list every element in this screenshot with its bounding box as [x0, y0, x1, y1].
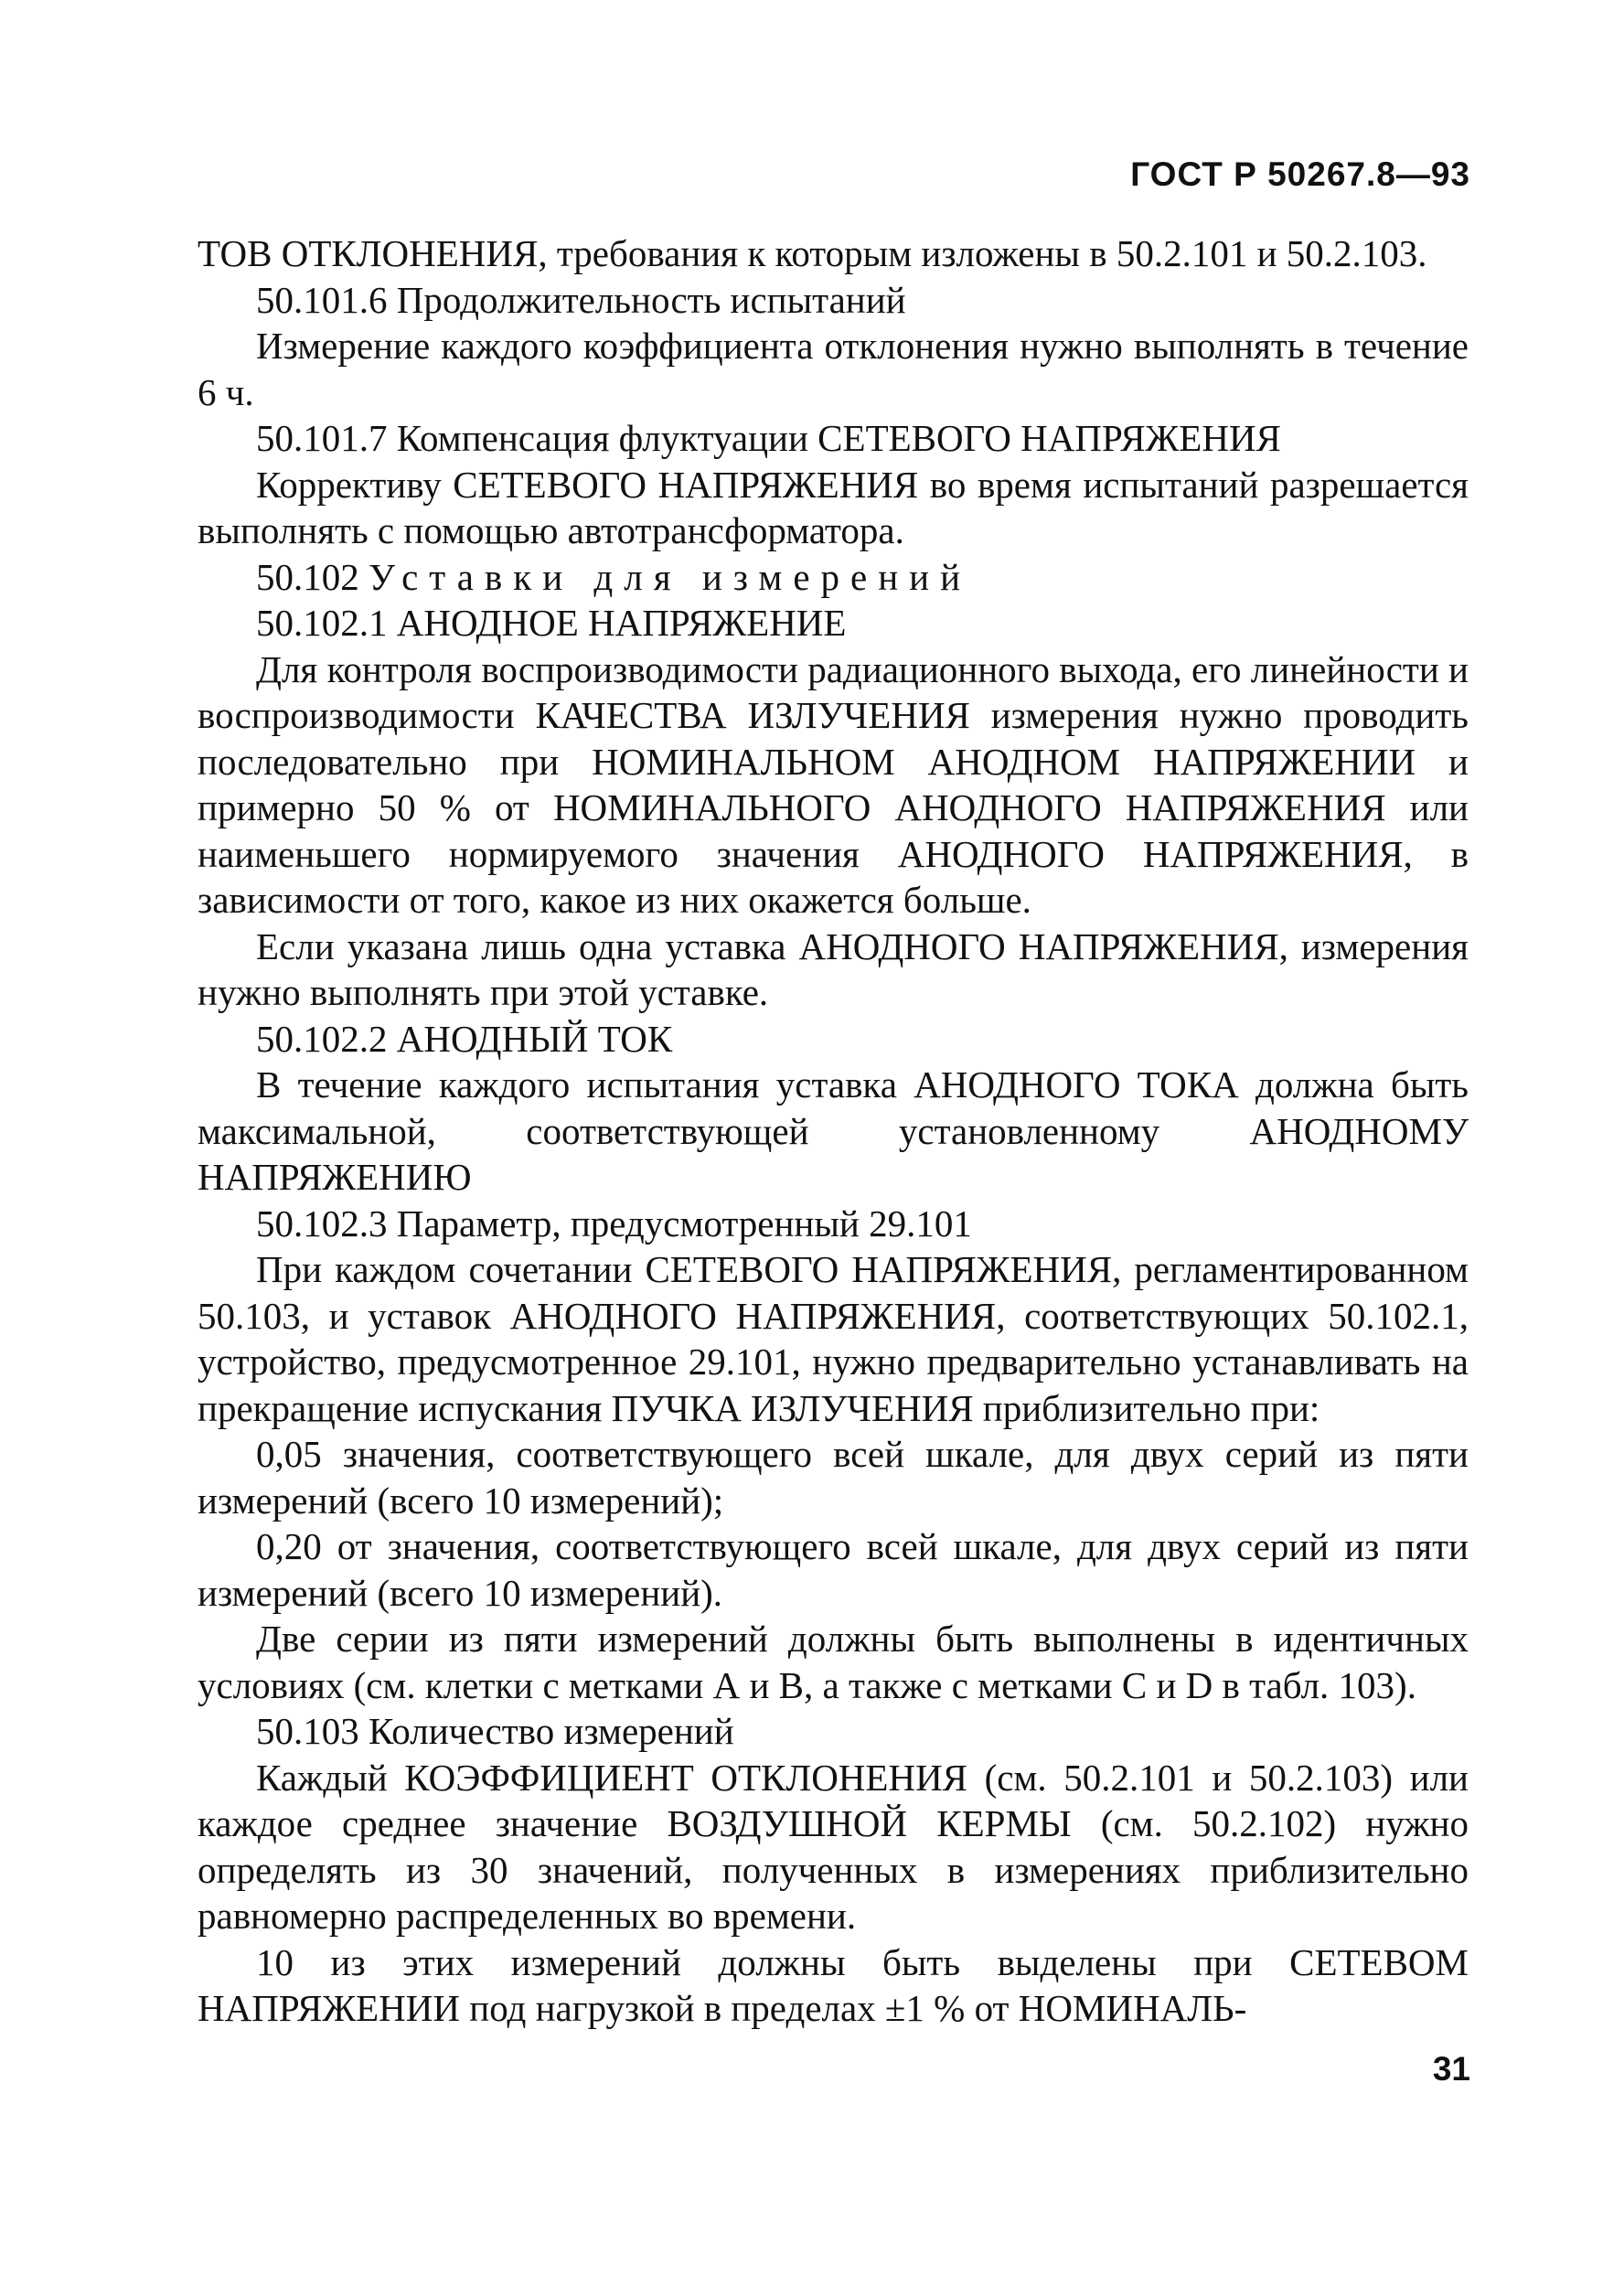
paragraph: 0,20 от значения, соответствующего всей шкале, для двух серий из пяти измерений (всего 10 измерений). [198, 1525, 1469, 1614]
section-heading: 50.102.1 АНОДНОЕ НАПРЯЖЕНИЕ [256, 602, 847, 644]
paragraph: Коррективу СЕТЕВОГО НАПРЯЖЕНИЯ во время испытаний разрешается выполнять с помощью автотрансформатора. [198, 463, 1469, 551]
page-header-standard: ГОСТ Р 50267.8—93 [1130, 155, 1470, 193]
paragraph: Если указана лишь одна уставка АНОДНОГО НАПРЯЖЕНИЯ, измерения нужно выполнять при этой уставке. [198, 924, 1469, 1013]
paragraph: В течение каждого испытания уставка АНОДНОГО ТОКА должна быть максимальной, соответствующей установленному АНОДНОМУ НАПРЯЖЕНИЮ [198, 1063, 1469, 1198]
section-number: 50.102 [256, 555, 359, 598]
section-title: Уставки для измерений [369, 555, 972, 598]
section-heading [198, 554, 1469, 601]
section-heading: 50.102.3 Параметр, предусмотренный 29.101 [256, 1202, 972, 1244]
body-text [198, 230, 1469, 2032]
paragraph: При каждом сочетании СЕТЕВОГО НАПРЯЖЕНИЯ, регламентированном 50.103, и уставок АНОДНОГО НАПРЯЖЕНИЯ, соответствующих 50.102.1, устройство, предусмотренное 29.101, нужно предварительно устанавливать на прекращение испускания ПУЧКА ИЗЛУЧЕНИЯ приблизительно при: [198, 1248, 1469, 1429]
paragraph: 10 из этих измерений должны быть выделены при СЕТЕВОМ НАПРЯЖЕНИИ под нагрузкой в пределах ±1 % от НОМИНАЛЬ- [198, 1940, 1469, 2029]
paragraph: Измерение каждого коэффициента отклонения нужно выполнять в течение 6 ч. [198, 325, 1469, 413]
section-heading: 50.103 Количество измерений [256, 1710, 734, 1752]
paragraph: 0,05 значения, соответствующего всей шкале, для двух серий из пяти измерений (всего 10 измерений); [198, 1433, 1469, 1522]
paragraph: ТОВ ОТКЛОНЕНИЯ, требования к которым изложены в 50.2.101 и 50.2.103. [198, 232, 1427, 274]
paragraph: Для контроля воспроизводимости радиационного выхода, его линейности и воспроизводимости КАЧЕСТВА ИЗЛУЧЕНИЯ измерения нужно проводить последовательно при НОМИНАЛЬНОМ АНОДНОМ НАПРЯЖЕНИИ и примерно 50 % от НОМИНАЛЬНОГО АНОДНОГО НАПРЯЖЕНИЯ или наименьшего нормируемого значения АНОДНОГО НАПРЯЖЕНИЯ, в зависимости от того, какое из них окажется больше. [198, 647, 1469, 921]
section-heading: 50.101.6 Продолжительность испытаний [256, 278, 906, 321]
paragraph: Две серии из пяти измерений должны быть выполнены в идентичных условиях (см. клетки с метками А и В, а также с метками С и D в табл. 103). [198, 1618, 1469, 1706]
section-heading: 50.102.2 АНОДНЫЙ ТОК [256, 1017, 673, 1060]
section-heading: 50.101.7 Компенсация флуктуации СЕТЕВОГО НАПРЯЖЕНИЯ [256, 417, 1281, 459]
page-number: 31 [1432, 2050, 1470, 2088]
paragraph: Каждый КОЭФФИЦИЕНТ ОТКЛОНЕНИЯ (см. 50.2.101 и 50.2.103) или каждое среднее значение ВОЗДУШНОЙ КЕРМЫ (см. 50.2.102) нужно определять из 30 значений, полученных в измерениях приблизительно равномерно распределенных во времени. [198, 1756, 1469, 1937]
